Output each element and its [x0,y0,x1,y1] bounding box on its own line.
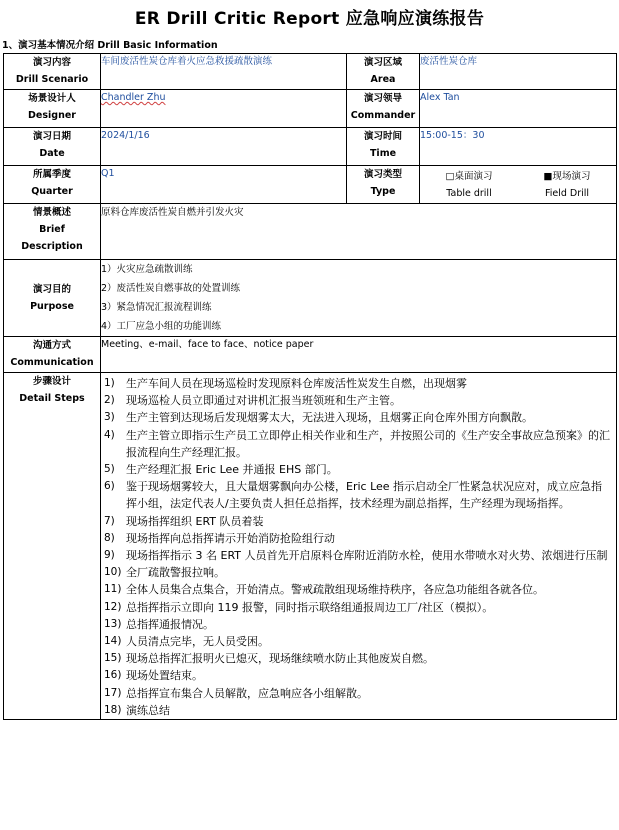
label-quarter [4,166,101,204]
table-drill-label: Table drill [446,188,492,199]
label-cn: 场景设计人 [28,93,76,104]
value-scenario: 车间废活性炭仓库着火应急救援疏散演练 [101,54,347,90]
step-item [104,478,610,512]
step-number: 14) [104,635,122,648]
step-text: 生产主管到达现场后发现烟雾太大，无法进入现场，且烟雾正向仓库外围方向飘散。 [126,411,533,425]
step-number: 18) [104,703,122,716]
step-number: 16) [104,669,122,682]
value-type [420,166,617,204]
drill-info-table [3,53,617,720]
option-table-drill[interactable] [420,168,518,202]
row-steps [4,373,617,720]
step-number: 7) [104,514,115,527]
label-communication [4,337,101,373]
step-item [104,581,610,598]
label-time [347,128,420,166]
purpose-item: 4）工厂应急小组的功能训练 [101,321,222,332]
value-commander: Alex Tan [420,90,617,128]
value-designer [101,90,347,128]
step-item [104,392,610,409]
step-number: 9) [104,549,115,562]
step-text: 总指挥通报情况。 [126,617,214,631]
step-number: 6) [104,480,115,493]
label-cn: 演习时间 [363,131,402,142]
table-drill-checkbox[interactable]: □桌面演习 [445,171,493,182]
label-en: Quarter [31,186,73,197]
label-commander [347,90,420,128]
label-scenario [4,54,101,90]
step-number: 17) [104,686,122,699]
value-area: 废活性炭仓库 [420,54,617,90]
label-purpose [4,260,101,337]
label-en: Drill Scenario [15,74,89,85]
step-item [104,547,610,564]
designer-name: Chandler Zhu [101,92,166,103]
step-number: 11) [104,583,122,596]
row-scenario [4,54,617,90]
label-cn: 所属季度 [32,169,71,180]
step-item [104,461,610,478]
label-date [4,128,101,166]
value-date: 2024/1/16 [101,128,347,166]
label-cn: 演习类型 [363,169,402,180]
label-en: Purpose [30,301,74,312]
step-number: 4) [104,428,115,441]
label-en: Communication [10,357,94,368]
value-time: 15:00-15：30 [420,128,617,166]
value-steps [101,373,617,720]
label-en: Brief [39,224,65,235]
value-communication: Meeting、e-mail、face to face、notice paper [101,337,617,373]
step-text: 总指挥指示立即向 119 报警，同时指示联络组通报周边工厂/社区（模拟）。 [126,600,494,614]
step-item [104,427,610,461]
field-drill-label: Field Drill [544,188,590,199]
label-en: Description [21,241,83,252]
step-text: 总指挥宣布集合人员解散，应急响应各小组解散。 [126,686,368,700]
step-item [104,409,610,426]
label-en: Area [370,74,396,85]
label-en: Type [370,186,396,197]
step-number: 2) [104,394,115,407]
label-cn: 演习区域 [363,57,402,68]
label-cn: 沟通方式 [32,340,71,351]
label-type [347,166,420,204]
label-area [347,54,420,90]
step-item [104,530,610,547]
purpose-item: 2）废活性炭自燃事故的处置训练 [101,283,241,294]
step-text: 现场指挥组织 ERT 队员着装 [126,514,264,528]
step-item [104,375,610,392]
step-number: 10) [104,566,122,579]
step-item [104,702,610,719]
purpose-item: 3）紧急情况汇报流程训练 [101,302,212,313]
step-number: 12) [104,600,122,613]
row-quarter [4,166,617,204]
step-item [104,564,610,581]
drill-type-options [420,166,616,202]
label-en: Detail Steps [19,393,85,404]
step-text: 生产车间人员在现场巡检时发现原料仓库废活性炭发生自燃，出现烟雾 [126,377,467,390]
step-text: 人员清点完毕，无人员受困。 [126,635,269,649]
label-cn: 演习领导 [363,93,402,104]
steps-list [101,373,616,719]
label-en: Designer [28,110,76,121]
step-text: 鉴于现场烟雾较大，且大量烟雾飘向办公楼，Eric Lee 指示启动全厂性紧急状况应对，成立应急指挥小组，法定代表人/主要负责人担任总指挥，技术经理为副总指挥，生产经理为现场指挥。 [126,480,603,511]
step-text: 演练总结 [126,703,170,717]
step-number: 15) [104,652,122,665]
step-text: 生产主管立即指示生产员工立即停止相关作业和生产，并按照公司的《生产安全事故应急预案》的汇报流程向生产经理汇报。 [126,428,610,459]
step-number: 1) [104,377,115,389]
label-cn: 情景概述 [32,207,71,218]
row-purpose [4,260,617,337]
step-item [104,616,610,633]
step-text: 现场指挥向总指挥请示开始消防抢险组行动 [126,531,335,545]
value-quarter: Q1 [101,166,347,204]
label-cn: 演习日期 [32,131,71,142]
step-item [104,633,610,650]
value-brief: 原料仓库废活性炭自燃并引发火灾 [101,204,617,260]
purpose-item: 1）火灾应急疏散训练 [101,264,193,275]
label-steps [4,373,101,720]
step-item [104,650,610,667]
label-designer [4,90,101,128]
option-field-drill[interactable] [518,168,616,202]
step-item [104,685,610,702]
label-cn: 演习内容 [32,57,71,68]
label-en: Commander [350,110,416,121]
step-number: 13) [104,617,122,630]
row-communication [4,337,617,373]
step-text: 现场总指挥汇报明火已熄灭，现场继续喷水防止其他废炭自燃。 [126,652,434,666]
label-en: Date [39,148,65,159]
step-text: 全体人员集合点集合，开始清点。警戒疏散组现场维持秩序，各应急功能组各就各位。 [126,583,544,597]
label-brief [4,204,101,260]
step-text: 现场指挥指示 3 名 ERT 人员首先开启原料仓库附近消防水栓，使用水带喷水对火势、浓烟进行压制 [126,549,608,563]
step-text: 全厂疏散警报拉响。 [126,566,225,580]
step-text: 现场处置结束。 [126,669,203,683]
report-title: ER Drill Critic Report 应急响应演练报告 [134,9,485,29]
step-text: 生产经理汇报 Eric Lee 并通报 EHS 部门。 [126,463,338,477]
value-purpose [101,260,617,337]
step-item [104,513,610,530]
label-cn: 步骤设计 [32,376,71,387]
row-designer [4,90,617,128]
step-number: 3) [104,411,115,424]
field-drill-checkbox[interactable]: ■现场演习 [543,171,591,182]
row-date [4,128,617,166]
section-heading: 1、演习基本情况介绍 Drill Basic Information [2,40,218,51]
step-item [104,599,610,616]
label-en: Time [369,148,397,159]
label-cn: 演习目的 [32,284,71,295]
step-number: 8) [104,531,115,544]
row-brief [4,204,617,260]
step-item [104,667,610,684]
step-text: 现场巡检人员立即通过对讲机汇报当班领班和生产主管。 [126,394,401,408]
step-number: 5) [104,463,115,476]
